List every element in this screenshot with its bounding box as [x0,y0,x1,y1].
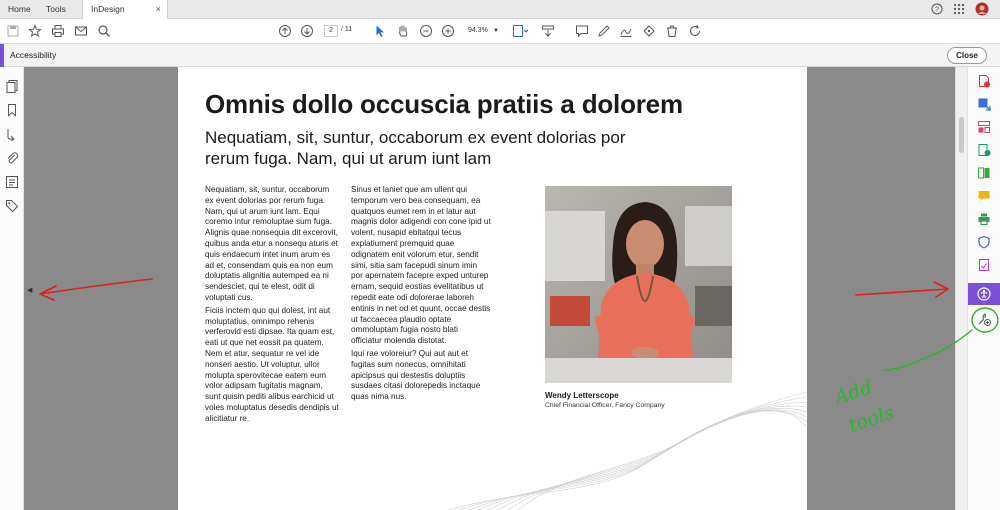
svg-text:?: ? [935,6,939,14]
export-pdf-icon[interactable] [977,74,991,88]
tab-close-icon[interactable]: × [155,4,161,14]
edit-pdf-icon[interactable] [977,143,991,157]
rotate-icon[interactable] [688,24,703,39]
protect-icon[interactable] [977,235,991,249]
text-column-1 [205,185,339,427]
comment-tool-icon[interactable] [977,189,991,203]
save-icon[interactable] [6,24,21,39]
tab-bar [0,0,1000,19]
decorative-wave [448,367,807,510]
scroll-mode-icon[interactable] [541,24,556,39]
page-display-icon[interactable] [512,24,527,39]
panel-accent [0,44,4,67]
tab-document[interactable] [82,0,168,20]
vertical-scrollbar[interactable] [955,67,967,510]
comment-icon[interactable] [575,24,590,39]
annotation-text-add: Add [832,376,875,409]
caption-name: Wendy Letterscope [545,391,619,400]
combine-files-icon[interactable] [977,166,991,180]
zoom-out-icon[interactable] [419,24,434,39]
bookmark-icon[interactable] [5,103,19,117]
tab-document-label: InDesign [91,4,125,14]
content-icon[interactable] [5,175,19,189]
search-icon[interactable] [97,24,112,39]
zoom-select[interactable] [463,25,501,37]
help-icon[interactable] [931,3,943,15]
hand-tool-icon[interactable] [396,24,411,39]
create-pdf-icon[interactable] [977,97,991,111]
caption-role: Chief Financial Officer, Fancy Company [545,402,665,409]
star-icon[interactable] [28,24,43,39]
tab-tools[interactable]: Tools [46,4,66,14]
zoom-value: 94.3% [468,27,488,34]
stamp-icon[interactable] [642,24,657,39]
page-number-input[interactable]: 2 [324,25,338,37]
select-pointer-icon[interactable] [373,24,388,39]
pages-icon[interactable] [5,79,19,93]
organize-pages-icon[interactable] [977,120,991,134]
annotation-text-tools: tools [846,401,897,437]
print-production-icon[interactable] [977,212,991,226]
chevron-down-icon: ▼ [493,28,499,34]
avatar[interactable] [975,2,989,16]
right-tools-rail [967,67,1000,510]
collapse-left-icon[interactable]: ◀ [27,287,33,294]
accessibility-icon[interactable] [977,287,991,301]
next-page-icon[interactable] [300,24,315,39]
sign-icon[interactable] [619,24,634,39]
paperclip-icon[interactable] [5,151,19,165]
attachments-icon[interactable] [5,127,19,141]
document-subhead: Nequatiam, sit, suntur, occaborum ex event dolorias por rerum fuga. Nam, qui ut arum iunt lam [205,128,626,168]
document-headline: Omnis dollo occuscia pratiis a dolorem [205,89,683,119]
page-total: / 11 [341,26,353,33]
portrait-photo [545,186,732,383]
delete-icon[interactable] [665,24,680,39]
print-icon[interactable] [51,24,66,39]
panel-title: Accessibility [10,50,57,60]
tags-icon[interactable] [5,199,19,213]
email-icon[interactable] [74,24,89,39]
paragraph: Sinus et laniet que am ullent qui temporum vero bea consequam, ea quatquos eumet rem in et latur aut magnis dolor adigendi con cone ipid ut volent, nusapid ebitatqui tecus explatiument premquid quae odignatem enit volorum etur, sendit simi, sitia sam facepudi sinum imin por apernatem facepre exped unturep ernam, sequid eostias evelitatibus ut repedit eate odi dolorerae laboreh entinis in net od et quunt, occae destis ut faccaecea plaudio optate ommoluptam fugia nosto blati officiatur molenda distotat. [351,185,491,346]
left-navigation-rail [0,67,24,510]
previous-page-icon[interactable] [278,24,293,39]
close-button[interactable]: Close [947,47,987,64]
add-tools-icon[interactable] [977,312,991,326]
paragraph: Ficiis inctem quo qui dolest, int aut moluptatius, omnimpo rehenis verferovid esti dipsae. Ita quam est, eati ut que net eossit pa quatem. Nem et atur, sequatur re vel ide nonseri aestio. Ut voluptur, ullor molupta sperovitecae eatem eum volor adipsam fugitatis magnam, sunt quisin pediti alibus earchicid ut voles moluptatus desedis dendipis ut alicitiatur re. [205,305,339,423]
apps-grid-icon[interactable] [953,3,965,15]
pdf-standards-icon[interactable] [977,258,991,272]
accessibility-panel-header [0,44,1000,67]
paragraph: Nequatiam, sit, suntur, occaborum ex event dolorias por rerum fuga. Nam, qui ut arum iunt lam. Equi coremo intur remoluptae sum fuga. Alignis quae nonsequia dit excerovit, quibus anda etur a nonsequ aturis et quis endaecum intet inum arum es ad et, consendam quis ea non eum doluptatis alignitia autemped ea ni sendesciet, qui te elest, odit di voluptati cus. [205,185,338,302]
pen-icon[interactable] [597,24,612,39]
paragraph: Iqui rae voloreiur? Qui aut aut et fugitas sum nonecus, omnihitati apicipsus qui destestis doluptiis susdaes citasi dolorepedis inctaque quas nima nus. [351,348,481,402]
document-page [178,67,807,510]
zoom-in-icon[interactable] [441,24,456,39]
scrollbar-thumb[interactable] [959,117,964,153]
tab-home[interactable]: Home [8,4,31,14]
main-toolbar [0,19,1000,44]
